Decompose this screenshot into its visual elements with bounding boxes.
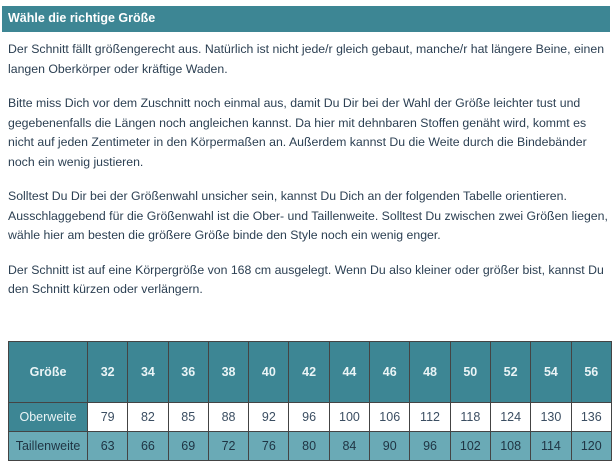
size-cell: 42 — [289, 342, 329, 403]
taillenweite-cell: 96 — [410, 432, 450, 461]
size-cell: 50 — [450, 342, 490, 403]
size-cell: 54 — [531, 342, 571, 403]
taillenweite-cell: 76 — [249, 432, 289, 461]
size-header-row — [9, 342, 612, 403]
size-cell: 34 — [128, 342, 168, 403]
oberweite-cell: 118 — [450, 403, 490, 432]
taillenweite-cell: 80 — [289, 432, 329, 461]
size-header-label: Größe — [9, 342, 88, 403]
oberweite-cell: 112 — [410, 403, 450, 432]
size-cell: 46 — [370, 342, 410, 403]
taillenweite-cell: 114 — [531, 432, 571, 461]
oberweite-cell: 82 — [128, 403, 168, 432]
taillenweite-cell: 90 — [370, 432, 410, 461]
size-cell: 32 — [88, 342, 128, 403]
oberweite-cell: 106 — [370, 403, 410, 432]
size-cell: 52 — [490, 342, 530, 403]
oberweite-cell: 96 — [289, 403, 329, 432]
taillenweite-cell: 108 — [490, 432, 530, 461]
oberweite-row — [9, 403, 612, 432]
size-cell: 36 — [168, 342, 208, 403]
paragraph-4: Der Schnitt ist auf eine Körpergröße von 168 cm ausgelegt. Wenn Du also kleiner oder größer bist, kannst Du den Schnitt kürzen oder verlängern. — [8, 262, 604, 296]
oberweite-label: Oberweite — [9, 403, 88, 432]
size-table — [8, 341, 612, 461]
taillenweite-row — [9, 432, 612, 461]
oberweite-cell: 136 — [571, 403, 611, 432]
oberweite-cell: 130 — [531, 403, 571, 432]
oberweite-cell: 100 — [329, 403, 369, 432]
taillenweite-cell: 72 — [208, 432, 248, 461]
size-cell: 38 — [208, 342, 248, 403]
size-cell: 48 — [410, 342, 450, 403]
section-heading: Wähle die richtige Größe — [2, 6, 610, 32]
oberweite-cell: 124 — [490, 403, 530, 432]
taillenweite-cell: 66 — [128, 432, 168, 461]
oberweite-cell: 79 — [88, 403, 128, 432]
taillenweite-cell: 84 — [329, 432, 369, 461]
paragraph-2: Bitte miss Dich vor dem Zuschnitt noch einmal aus, damit Du Dir bei der Wahl der Größe leichter tust und gegebenenfalls die Längen noch angleichen kannst. Da hier mit dehnbaren Stoffen genäht wird, kommt es nicht auf jeden Zentimeter in den Körpermaßen an. Außerdem kannst Du die Weite durch die Bindebänder noch ein wenig justieren. — [8, 96, 587, 169]
paragraph-3: Solltest Du Dir bei der Größenwahl unsicher sein, kannst Du Dich an der folgenden Tabelle orientieren. Ausschlaggebend für die Größenwahl ist die Ober- und Taillenweite. Solltest Du zwischen zwei Größen liegen, wähle hier am besten die größere Größe binde den Style noch ein wenig enger. — [8, 189, 608, 242]
taillenweite-label: Taillenweite — [9, 432, 88, 461]
size-cell: 56 — [571, 342, 611, 403]
taillenweite-cell: 120 — [571, 432, 611, 461]
taillenweite-cell: 69 — [168, 432, 208, 461]
oberweite-cell: 85 — [168, 403, 208, 432]
oberweite-cell: 92 — [249, 403, 289, 432]
size-cell: 44 — [329, 342, 369, 403]
taillenweite-cell: 102 — [450, 432, 490, 461]
paragraph-1: Der Schnitt fällt größengerecht aus. Natürlich ist nicht jede/r gleich gebaut, manche/r hat längere Beine, einen langen Oberkörper oder kräftige Waden. — [8, 42, 605, 76]
size-cell: 40 — [249, 342, 289, 403]
body-text — [8, 40, 612, 315]
taillenweite-cell: 63 — [88, 432, 128, 461]
oberweite-cell: 88 — [208, 403, 248, 432]
